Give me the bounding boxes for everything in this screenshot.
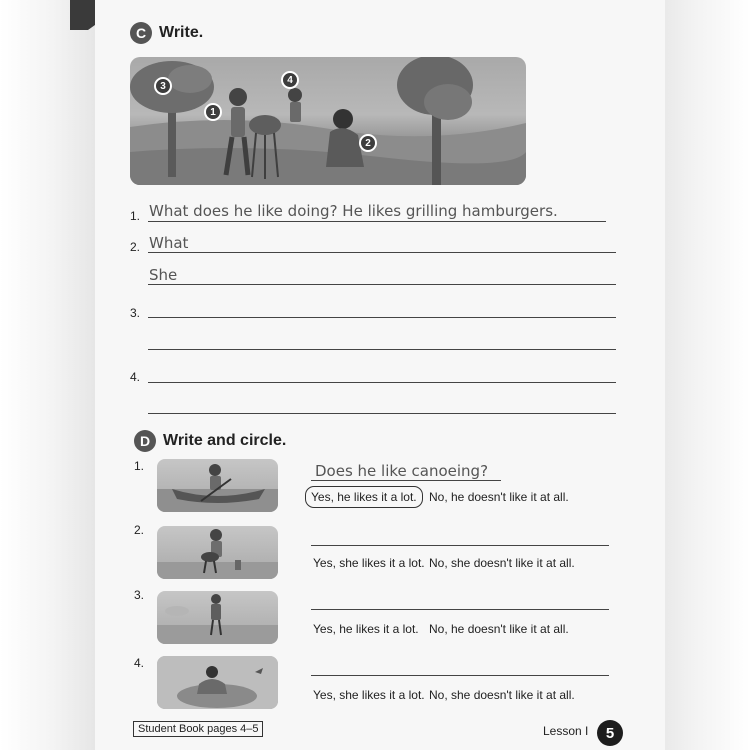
item-d4-line[interactable] (311, 675, 609, 676)
item-c2-number: 2. (130, 240, 141, 254)
section-c-title: Write. (159, 24, 204, 41)
item-d3-option-yes[interactable]: Yes, he likes it a lot. (313, 622, 419, 636)
item-d2-number: 2. (134, 523, 145, 537)
item-d1-number: 1. (134, 459, 145, 473)
item-c2-line1-text: What (149, 234, 189, 252)
item-c3-number: 3. (130, 306, 141, 320)
left-background (0, 0, 95, 750)
student-book-reference: Student Book pages 4–5 (133, 721, 263, 737)
canoeing-drawing (157, 459, 278, 512)
page-number: 5 (597, 720, 623, 746)
item-d2-line[interactable] (311, 545, 609, 546)
item-c2-line1[interactable] (148, 252, 616, 253)
item-d4-option-no[interactable]: No, she doesn't like it at all. (429, 688, 575, 702)
item-c1-number: 1. (130, 209, 141, 223)
park-scene-illustration (130, 57, 526, 185)
grilling-drawing (157, 526, 278, 579)
item-d4-number: 4. (134, 656, 145, 670)
item-d2-option-yes[interactable]: Yes, she likes it a lot. (313, 556, 425, 570)
section-c-header (130, 22, 203, 44)
park-scene-drawing (130, 57, 526, 185)
item-d4-option-yes[interactable]: Yes, she likes it a lot. (313, 688, 425, 702)
scene-number-3: 3 (154, 77, 172, 95)
section-d-header (134, 430, 286, 452)
scene-number-1: 1 (204, 103, 222, 121)
item-d3-line[interactable] (311, 609, 609, 610)
canoeing-picture (157, 459, 278, 512)
section-c-badge: C (130, 22, 152, 44)
item-d2-option-no[interactable]: No, she doesn't like it at all. (429, 556, 575, 570)
item-c1-answer: What does he like doing? He likes grilling hamburgers. (149, 202, 558, 220)
item-c3-line1[interactable] (148, 317, 616, 318)
item-c4-line1[interactable] (148, 382, 616, 383)
fishing-picture (157, 591, 278, 644)
item-c1-line[interactable] (148, 221, 606, 222)
grilling-picture (157, 526, 278, 579)
item-d1-question: Does he like canoeing? (315, 462, 489, 480)
item-d3-option-no[interactable]: No, he doesn't like it at all. (429, 622, 569, 636)
item-d3-number: 3. (134, 588, 145, 602)
leaf-pile-drawing (157, 656, 278, 709)
section-d-badge: D (134, 430, 156, 452)
item-d1-option-yes[interactable]: Yes, he likes it a lot. (305, 486, 423, 508)
fishing-drawing (157, 591, 278, 644)
scene-number-2: 2 (359, 134, 377, 152)
item-c3-line2[interactable] (148, 349, 616, 350)
item-d1-option-no[interactable]: No, he doesn't like it at all. (429, 490, 569, 504)
lesson-label: Lesson I (543, 724, 589, 738)
item-c4-number: 4. (130, 370, 141, 384)
right-background (660, 0, 750, 750)
item-d1-line[interactable] (311, 480, 501, 481)
item-c2-line2-text: She (149, 266, 178, 284)
item-c4-line2[interactable] (148, 413, 616, 414)
item-c2-line2[interactable] (148, 284, 616, 285)
scene-number-4: 4 (281, 71, 299, 89)
leaf-pile-picture (157, 656, 278, 709)
section-d-title: Write and circle. (163, 432, 287, 449)
